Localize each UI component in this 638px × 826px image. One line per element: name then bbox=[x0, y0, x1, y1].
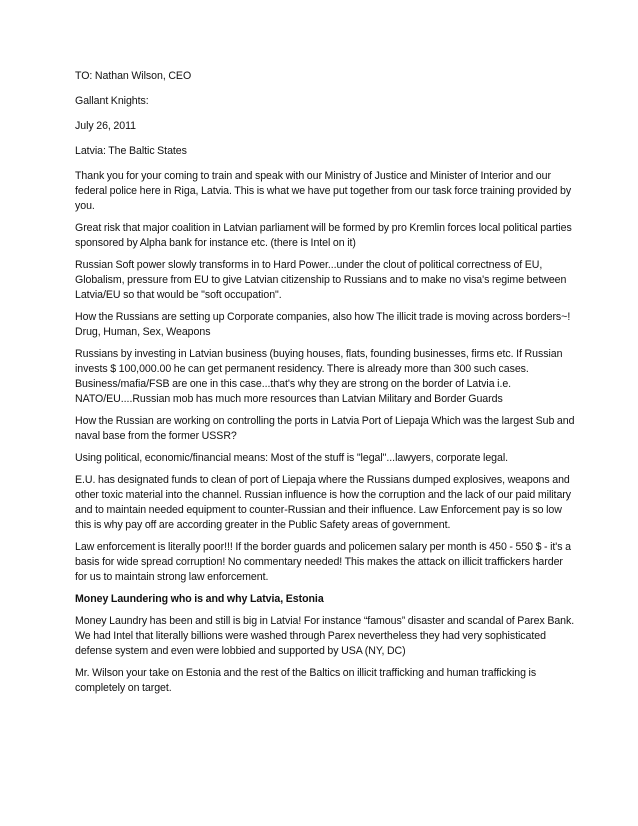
paragraph-eu-funds: E.U. has designated funds to clean of port of Liepaja where the Russians dumped explosives, weapons and other toxic material into the channel. Russian influence is how the corruption and the lack of our paid military and to maintain needed equipment to counter-Russian and their influence. Law Enforcement pay is so low this is why pay off are according greater in the Public Safety areas of government. bbox=[75, 474, 572, 531]
paragraph-political-means: Using political, economic/financial means: Most of the stuff is "legal"...lawyers, corporate legal. bbox=[75, 452, 509, 464]
paragraph-money-laundry: Money Laundry has been and still is big in Latvia! For instance “famous” disaster and scandal of Parex Bank. We had Intel that literally billions were washed through Parex nevertheless they had very sophisticated defense system and even were lobbied and supported by USA (NY, DC) bbox=[75, 615, 575, 657]
paragraph-soft-power: Russian Soft power slowly transforms in to Hard Power...under the clout of political correctness of EU, Globalism, pressure from EU to give Latvian citizenship to Russians and to make no visa's regime between Latvia/EU so that would be "soft occupation". bbox=[75, 259, 567, 301]
paragraph-closing: Mr. Wilson your take on Estonia and the rest of the Baltics on illicit trafficking and human trafficking is completely on target. bbox=[75, 667, 537, 694]
company-line: Gallant Knights: bbox=[75, 95, 149, 107]
paragraph-coalition-risk: Great risk that major coalition in Latvian parliament will be formed by pro Kremlin forces local political parties sponsored by Alpha bank for instance etc. (there is Intel on it) bbox=[75, 222, 572, 249]
paragraph-ports: How the Russian are working on controlling the ports in Latvia Port of Liepaja Which was the largest Sub and naval base from the former USSR? bbox=[75, 415, 575, 442]
paragraph-corporate-companies: How the Russians are setting up Corporate companies, also how The illicit trade is moving across borders~! Drug, Human, Sex, Weapons bbox=[75, 311, 571, 338]
date-line: July 26, 2011 bbox=[75, 120, 136, 132]
recipient-line: TO: Nathan Wilson, CEO bbox=[75, 70, 192, 82]
section-heading-money-laundering: Money Laundering who is and why Latvia, Estonia bbox=[75, 593, 324, 605]
subject-line: Latvia: The Baltic States bbox=[75, 145, 187, 157]
letter-body bbox=[75, 69, 575, 703]
paragraph-law-enforcement: Law enforcement is literally poor!!! If the border guards and policemen salary per month is 450 - 550 $ - it's a basis for wide spread corruption! No commentary needed! This makes the attack on illicit traffickers harder for us to maintain strong law enforcement. bbox=[75, 541, 571, 583]
paragraph-investing: Russians by investing in Latvian business (buying houses, flats, founding businesses, firms etc. If Russian invests $ 100,000.00 he can get permanent residency. There is already more than 300 such cases. Business/mafia/FSB are one in this case...that's why they are strong on the border of Latvia i.e. NATO/EU....Russian mob has much more resources than Latvian Military and Border Guards bbox=[75, 348, 563, 405]
paragraph-thank-you: Thank you for your coming to train and speak with our Ministry of Justice and Minister of Interior and our federal police here in Riga, Latvia. This is what we have put together from our task force training provided by you. bbox=[75, 170, 572, 212]
